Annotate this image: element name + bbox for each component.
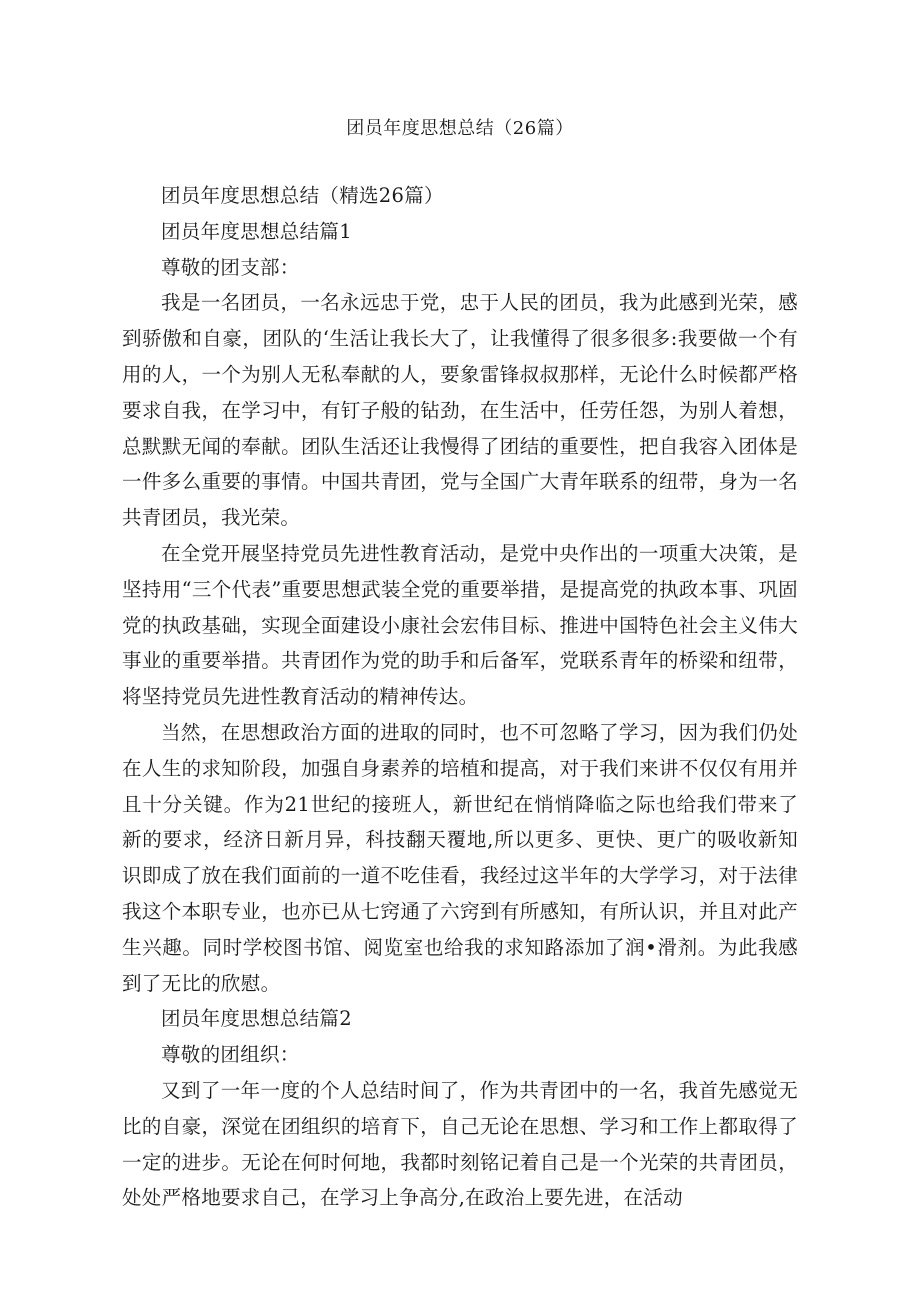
- body-paragraph: 我是一名团员，一名永远忠于党，忠于人民的团员，我为此感到光荣，感到骄傲和自豪，团队的‘生活让我长大了，让我懂得了很多很多:我要做一个有用的人，一个为别人无私奉献的人，要象雷锋叔叔那样，无论什么时候都严格要求自我，在学习中，有钉子般的钻劲，在生活中，任劳任怨，为别人着想，总默默无闻的奉献。团队生活还让我慢得了团结的重要性，把自我容入团体是一件多么重要的事情。中国共青团，党与全国广大青年联系的纽带，身为一名共青团员，我光荣。: [122, 291, 798, 530]
- body-paragraph: 又到了一年一度的个人总结时间了，作为共青团中的一名，我首先感觉无比的自豪，深觉在团组织的培育下，自己无论在思想、学习和工作上都取得了一定的进步。无论在何时何地，我都时刻铭记着自己是一个光荣的共青团员，处处严格地要求自己，在学习上争高分,在政治上要先进，在活动: [122, 1078, 798, 1210]
- body-paragraph: 当然，在思想政治方面的进取的同时，也不可忽略了学习，因为我们仍处在人生的求知阶段，加强自身素养的培植和提高，对于我们来讲不仅仅有用并且十分关键。作为21世纪的接班人，新世纪在悄悄降临之际也给我们带来了新的要求，经济日新月异，科技翻天覆地,所以更多、更快、更广的吸收新知识即成了放在我们面前的一道不吃佳看，我经过这半年的大学学习，对于法律我这个本职专业，也亦已从七窍通了六窍到有所感知，有所认识，并且对此产生兴趣。同时学校图书馆、阅览室也给我的求知路添加了润•滑剂。为此我感到了无比的欣慰。: [122, 720, 798, 995]
- document-body: [122, 178, 798, 1216]
- section-heading-2: 团员年度思想总结篇2: [161, 1007, 352, 1031]
- document-title: 团员年度思想总结（26篇）: [346, 118, 574, 139]
- salutation-1: 尊敬的团支部：: [161, 255, 300, 279]
- body-paragraph: 在全党开展坚持党员先进性教育活动，是党中央作出的一项重大决策，是坚持用“三个代表”重要思想武装全党的重要举措，是提高党的执政本事、巩固党的执政基础，实现全面建设小康社会宏伟目标、推进中国特色社会主义伟大事业的重要举措。共青团作为党的助手和后备军，党联系青年的桥梁和纽带，将坚持党员先进性教育活动的精神传达。: [122, 541, 798, 709]
- salutation-2: 尊敬的团组织：: [161, 1043, 300, 1067]
- subtitle-paragraph: 团员年度思想总结（精选26篇）: [161, 184, 444, 207]
- section-heading-1: 团员年度思想总结篇1: [161, 219, 352, 243]
